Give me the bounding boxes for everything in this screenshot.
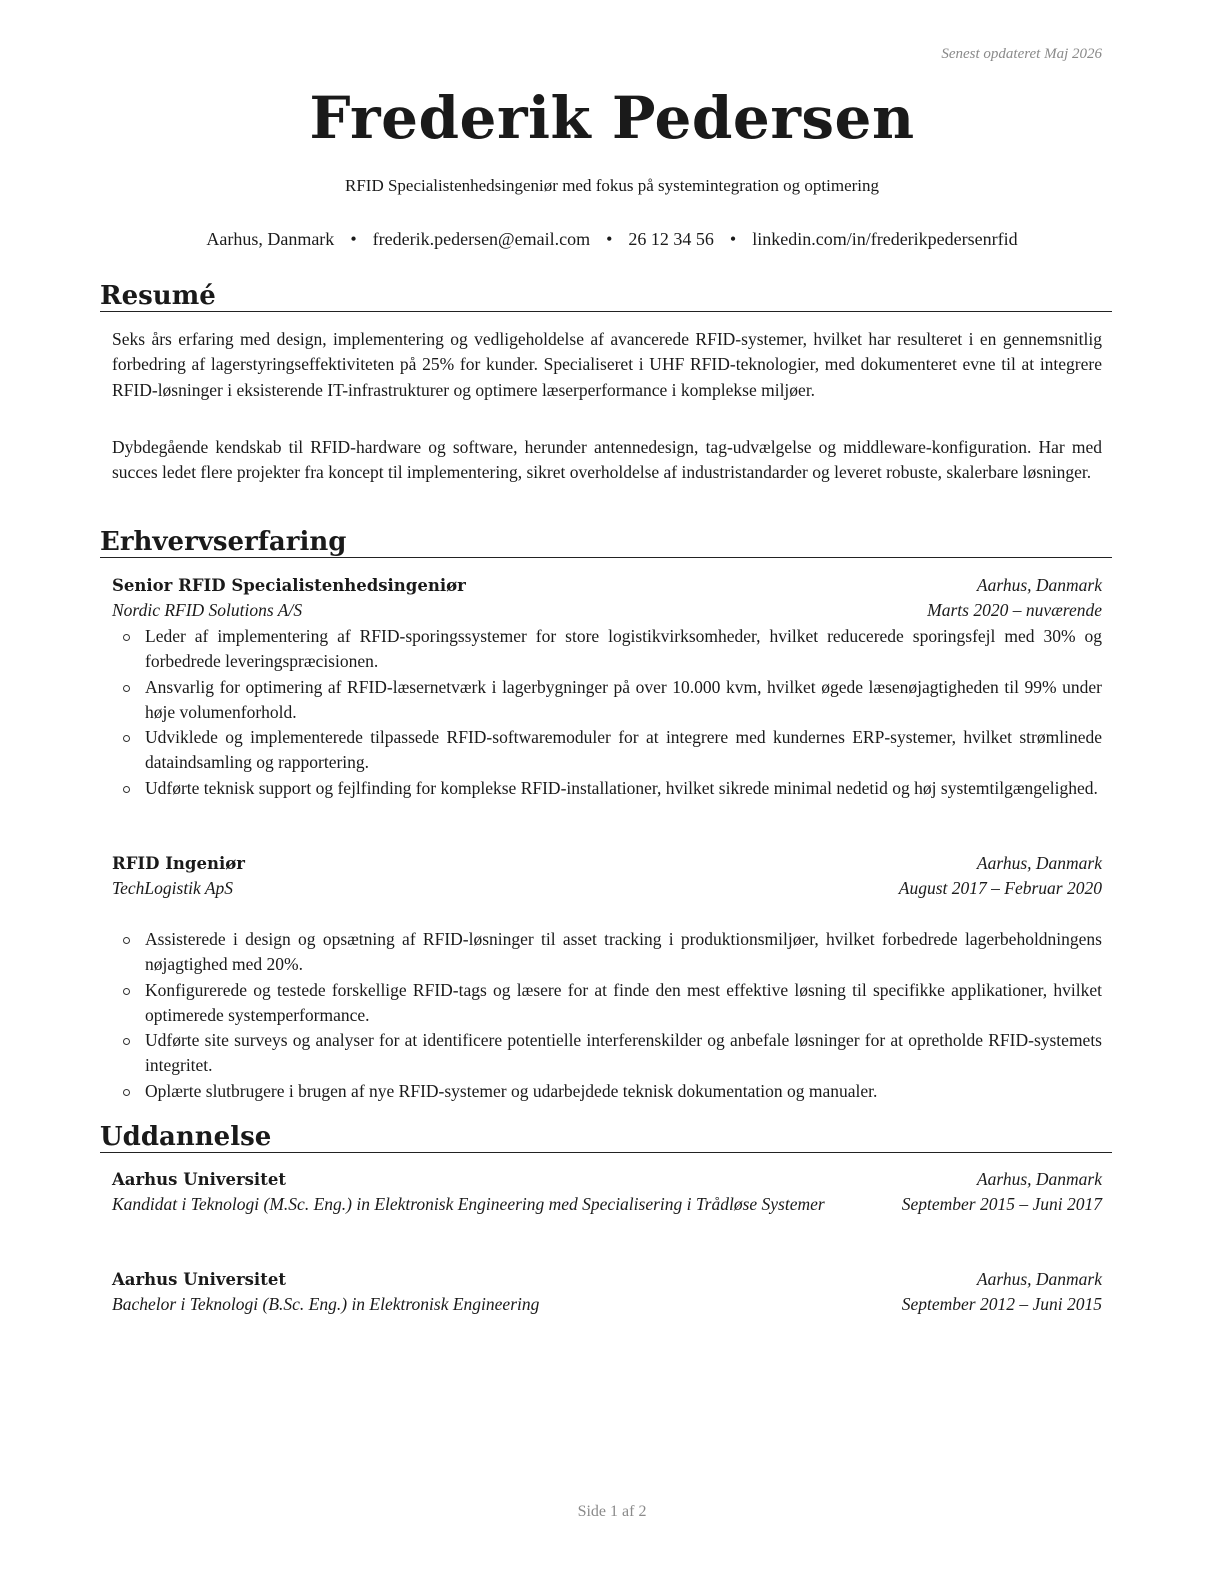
bullet-text: Oplærte slutbrugere i brugen af nye RFID-systemer og udarbejdede teknisk dokumentation og manualer. <box>145 1080 878 1101</box>
school-name: Aarhus Universitet <box>112 1270 286 1289</box>
bullet-text: Udførte site surveys og analyser for at identificere potentielle interferenskilder og anbefale løsninger for at opretholde RFID-systemets integritet. <box>145 1030 1102 1076</box>
job-location: Aarhus, Danmark <box>976 853 1102 873</box>
person-name: Frederik Pedersen <box>309 84 915 152</box>
bullet-separator: • <box>606 229 613 249</box>
bullet-icon <box>123 735 130 742</box>
job-subheader <box>112 876 1102 901</box>
bullet-icon <box>123 685 130 692</box>
bullet-icon <box>123 988 130 995</box>
list-item <box>112 776 1102 801</box>
job-subheader <box>112 598 1102 623</box>
bullet-text: Ansvarlig for optimering af RFID-læsernetværk i lagerbygninger på over 10.000 kvm, hvilket øgede læsenøjagtigheden til 99% under høje volumenforhold. <box>145 676 1102 722</box>
list-item <box>112 624 1102 675</box>
list-item <box>112 978 1102 1029</box>
bullet-separator: • <box>729 229 737 249</box>
bullet-text: Leder af implementering af RFID-sporingssystemer for store logistikvirksomheder, hvilket reducerede sporingsfejl med 30% og forbedrede leveringspræcisionen. <box>145 626 1102 672</box>
education-header <box>112 1167 1102 1192</box>
bullet-text: Udviklede og implementerede tilpassede RFID-softwaremoduler for at integrere med kundernes ERP-systemer, hvilket strømlinede dataindsamling og rapportering. <box>145 727 1102 773</box>
job-role: RFID Ingeniør <box>112 854 245 873</box>
degree-name: Kandidat i Teknologi (M.Sc. Eng.) in Elektronisk Engineering med Specialisering i Trådløse Systemer <box>112 1194 825 1214</box>
contact-email[interactable]: frederik.pedersen@email.com <box>372 229 591 249</box>
bullet-text: Assisterede i design og opsætning af RFID-løsninger til asset tracking i produktionsmiljøer, hvilket forbedrede lagerbeholdningens nøjagtighed med 20%. <box>145 929 1102 975</box>
education-subheader <box>112 1292 1102 1317</box>
list-item <box>112 725 1102 776</box>
list-item <box>112 927 1102 978</box>
job-company: Nordic RFID Solutions A/S <box>112 600 303 620</box>
bullet-text: Udførte teknisk support og fejlfinding for komplekse RFID-installationer, hvilket sikrede minimal nedetid og høj systemtilgængelighed. <box>145 777 1098 798</box>
job-location: Aarhus, Danmark <box>976 575 1102 595</box>
job-bullets <box>112 927 1102 1104</box>
section-title-summary: Resumé <box>100 281 1112 312</box>
degree-name: Bachelor i Teknologi (B.Sc. Eng.) in Elektronisk Engineering <box>112 1294 540 1314</box>
bullet-icon <box>123 634 130 641</box>
list-item <box>112 1028 1102 1079</box>
education-header <box>112 1267 1102 1292</box>
section-title-experience: Erhvervserfaring <box>100 527 1112 558</box>
list-item <box>112 1079 1102 1104</box>
summary-paragraph: Seks års erfaring med design, implementering og vedligeholdelse af avancerede RFID-systemer, hvilket har resulteret i en gennemsnitlig forbedring af lagerstyringseffektiviteten på 25% for kunder. Specialiseret i UHF RFID-teknologier, med dokumenteret evne til at integrere RFID-løsninger i eksisterende IT-infrastrukturer og optimere læserperformance i komplekse miljøer. <box>112 329 1102 400</box>
bullet-icon <box>123 937 130 944</box>
degree-dates: September 2012 – Juni 2015 <box>901 1294 1102 1314</box>
school-location: Aarhus, Danmark <box>976 1269 1102 1289</box>
degree-dates: September 2015 – Juni 2017 <box>901 1194 1102 1214</box>
school-name: Aarhus Universitet <box>112 1170 286 1189</box>
bullet-icon <box>123 1089 130 1096</box>
job-role: Senior RFID Specialistenhedsingeniør <box>112 576 466 595</box>
contact-phone: 26 12 34 56 <box>628 229 714 249</box>
bullet-text: Konfigurerede og testede forskellige RFID-tags og læsere for at finde den mest effektive løsning til specifikke applikationer, hvilket optimerede systemperformance. <box>145 979 1102 1025</box>
bullet-icon <box>123 786 130 793</box>
list-item <box>112 675 1102 726</box>
contact-line <box>0 229 1224 250</box>
bullet-icon <box>123 1038 130 1045</box>
contact-location: Aarhus, Danmark <box>206 229 335 249</box>
contact-linkedin[interactable]: linkedin.com/in/frederikpedersenrfid <box>752 229 1018 249</box>
summary-paragraph: Dybdegående kendskab til RFID-hardware og software, herunder antennedesign, tag-udvælgelse og middleware-konfiguration. Har med succes ledet flere projekter fra koncept til implementering, sikret overholdelse af industristandarder og leveret robuste, skalerbare løsninger. <box>112 437 1102 483</box>
job-header <box>112 851 1102 876</box>
page-number: Side 1 af 2 <box>577 1503 647 1520</box>
job-dates: Marts 2020 – nuværende <box>927 600 1102 620</box>
school-location: Aarhus, Danmark <box>976 1169 1102 1189</box>
section-title-education: Uddannelse <box>100 1122 1112 1153</box>
job-bullets <box>112 624 1102 801</box>
job-company: TechLogistik ApS <box>112 878 234 898</box>
job-header <box>112 573 1102 598</box>
education-subheader <box>112 1192 1102 1217</box>
job-dates: August 2017 – Februar 2020 <box>898 878 1102 898</box>
headline: RFID Specialistenhedsingeniør med fokus på systemintegration og optimering <box>345 176 879 195</box>
last-updated: Senest opdateret Maj 2026 <box>941 46 1102 62</box>
bullet-separator: • <box>350 229 357 249</box>
